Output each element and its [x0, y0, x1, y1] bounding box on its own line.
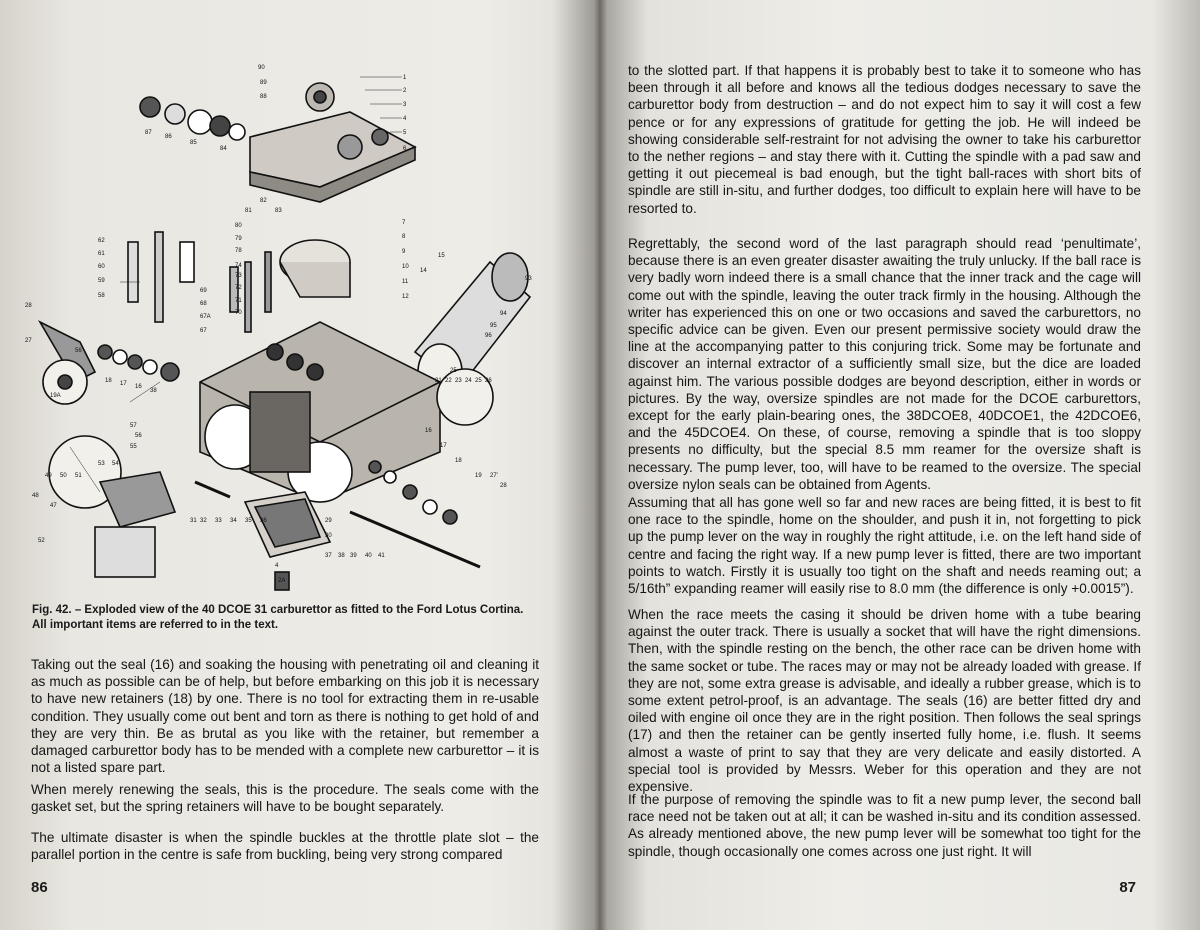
svg-text:56: 56	[75, 348, 82, 354]
svg-text:5: 5	[403, 130, 407, 136]
svg-text:69: 69	[200, 288, 207, 294]
svg-text:96: 96	[485, 333, 492, 339]
svg-text:58: 58	[98, 293, 105, 299]
svg-text:85: 85	[190, 140, 197, 146]
svg-text:19: 19	[475, 473, 482, 479]
svg-text:2: 2	[403, 88, 407, 94]
svg-text:50: 50	[60, 473, 67, 479]
right-paragraph-3	[628, 494, 1141, 597]
svg-text:8: 8	[402, 234, 406, 240]
svg-text:4: 4	[275, 563, 279, 569]
svg-text:35: 35	[245, 518, 252, 524]
svg-text:30: 30	[325, 533, 332, 539]
svg-text:27': 27'	[490, 473, 498, 479]
right-paragraph-4	[628, 606, 1141, 795]
left-page	[0, 0, 598, 930]
svg-text:17: 17	[120, 381, 127, 387]
svg-text:59: 59	[98, 278, 105, 284]
svg-text:82: 82	[260, 198, 267, 204]
svg-text:71: 71	[235, 298, 242, 304]
svg-text:39: 39	[350, 553, 357, 559]
svg-text:73: 73	[235, 273, 242, 279]
left-paragraph-1	[31, 656, 539, 776]
carburettor-diagram	[20, 52, 545, 600]
left-paragraph-2	[31, 781, 539, 815]
left-paragraph-3	[31, 829, 539, 863]
svg-text:54: 54	[112, 461, 119, 467]
paragraph-text: The ultimate disaster is when the spindle buckles at the throttle plate slot – the parallel portion in the centre is safe from buckling, being very strong compared	[31, 830, 539, 863]
svg-text:79: 79	[235, 236, 242, 242]
svg-text:27: 27	[25, 338, 32, 344]
paragraph-text: to the slotted part. If that happens it is probably best to take it to someone who has been through it all before and knows all the tedious dodges necessary to save the carburettor body from destruction – and do not expect him to say it will cost a few pence or for any expressions of gratitude for getting the job. He will indeed be showing considerable self-restraint for not advising the owner to take his carburettor to the nether regions – and stay there with it. Cutting the spindle with a pad saw and getting it out piecemeal is bad enough, but the tight ball-races with short bits of spindle are still in-situ, and further dodges, too difficult to explain here will have to be resorted to.	[628, 63, 1141, 216]
svg-text:60: 60	[98, 264, 105, 270]
svg-text:87: 87	[145, 130, 152, 136]
svg-text:49: 49	[45, 473, 52, 479]
svg-text:57: 57	[130, 423, 137, 429]
svg-text:12: 12	[402, 294, 409, 300]
svg-text:84: 84	[220, 146, 227, 152]
svg-text:16: 16	[135, 384, 142, 390]
svg-text:61: 61	[98, 251, 105, 257]
svg-text:67A: 67A	[200, 314, 211, 320]
svg-text:28: 28	[500, 483, 507, 489]
svg-text:41: 41	[378, 553, 385, 559]
svg-text:29: 29	[325, 518, 332, 524]
svg-text:14: 14	[420, 268, 427, 274]
svg-text:34: 34	[230, 518, 237, 524]
right-page	[602, 0, 1200, 930]
svg-text:94: 94	[500, 311, 507, 317]
svg-text:40: 40	[365, 553, 372, 559]
svg-text:78: 78	[235, 248, 242, 254]
svg-text:9: 9	[402, 249, 406, 255]
svg-text:2A: 2A	[278, 578, 286, 584]
svg-text:3: 3	[403, 102, 407, 108]
svg-text:31: 31	[190, 518, 197, 524]
svg-text:24: 24	[465, 378, 472, 384]
paragraph-text: If the purpose of removing the spindle was to fit a new pump lever, the second ball race need not be taken out at all; it can be washed in-situ and its condition assessed. As already mentioned above, the new pump lever will be somewhat too tight for the spindle, though occasionally one comes across one just right. It will	[628, 792, 1141, 859]
svg-text:51: 51	[75, 473, 82, 479]
svg-text:17: 17	[440, 443, 447, 449]
page-number-right: 87	[1119, 879, 1136, 896]
right-paragraph-2	[628, 235, 1141, 493]
svg-text:15: 15	[438, 253, 445, 259]
svg-text:4: 4	[403, 116, 407, 122]
svg-text:53: 53	[98, 461, 105, 467]
page-number-left: 86	[31, 879, 48, 896]
svg-text:93: 93	[525, 276, 532, 282]
svg-text:83: 83	[275, 208, 282, 214]
svg-text:16: 16	[425, 428, 432, 434]
svg-text:89: 89	[260, 80, 267, 86]
svg-text:90: 90	[258, 65, 265, 71]
svg-text:25: 25	[475, 378, 482, 384]
figure-caption: Fig. 42. – Exploded view of the 40 DCOE 31 carburettor as fitted to the Ford Lotus Cortina. All important items are referred to in the text.	[32, 604, 524, 631]
svg-text:37: 37	[325, 553, 332, 559]
svg-text:21: 21	[435, 378, 442, 384]
svg-text:19A: 19A	[50, 393, 61, 399]
svg-text:72: 72	[235, 285, 242, 291]
svg-text:48: 48	[32, 493, 39, 499]
svg-text:86: 86	[165, 134, 172, 140]
right-paragraph-5	[628, 791, 1141, 860]
svg-text:1: 1	[403, 75, 407, 81]
svg-text:32: 32	[200, 518, 207, 524]
svg-text:67: 67	[200, 328, 207, 334]
svg-text:68: 68	[200, 301, 207, 307]
svg-text:38: 38	[338, 553, 345, 559]
svg-text:25: 25	[450, 368, 457, 374]
svg-text:88: 88	[260, 94, 267, 100]
svg-text:81: 81	[245, 208, 252, 214]
paragraph-text: Regrettably, the second word of the last paragraph should read ‘penultimate’, because there is an even greater disaster awaiting the truly unlucky. If the ball race is very badly worn indeed there is a small chance that the inner track and the cage will come out with the spindle, leaving the outer track firmly in the housing. Although the writer has experienced this on one or two occasions and saved the carburettors, no specific advice can be given. Even our present permissive society would draw the line at the accompanying patter to this conjuring trick. Some may be fortunate and discover an internal extractor of a sufficiently small size, but the dice are loaded against him. The various possible dodges are beyond description, either in words or pictures. By the way, oversize spindles are not made for the DCOE carburettors, except for the early plain-bearing ones, the 38DCOE8, 40DCOE1, the 42DCOE6, and the 45DCOE4. On these, of course, removing a spindle that is too sloppy presents no difficulty, but the special 8.5 mm reamer for the oversize shaft is necessary. The pump lever, too, will have to be reamed to the oversize. The special oversize nylon seals can be obtained from Agents.	[628, 236, 1141, 492]
paragraph-text: When merely renewing the seals, this is the procedure. The seals come with the gasket set, but the spring retainers will have to be bought separately.	[31, 782, 539, 815]
svg-text:38: 38	[150, 388, 157, 394]
paragraph-text: Taking out the seal (16) and soaking the housing with penetrating oil and cleaning it as much as possible can be of help, but before embarking on this job it is necessary to have new retainers (18) by one. There is no tool for extracting them in re-usable condition. They usually come out bent and torn as there is nothing to get hold of and they are very thin. Be as brutal as you like with the retainer, but remember a damaged carburettor body has to be mended with a complete new carburettor – it is not a listed spare part.	[31, 657, 539, 776]
svg-text:80: 80	[235, 223, 242, 229]
svg-text:55: 55	[130, 444, 137, 450]
svg-text:33: 33	[215, 518, 222, 524]
svg-text:11: 11	[402, 279, 409, 285]
svg-text:10: 10	[402, 264, 409, 270]
svg-text:95: 95	[490, 323, 497, 329]
svg-text:74: 74	[235, 263, 242, 269]
svg-text:47: 47	[50, 503, 57, 509]
svg-text:23: 23	[455, 378, 462, 384]
exploded-view-figure	[20, 52, 545, 600]
svg-text:7: 7	[402, 220, 406, 226]
paragraph-text: When the race meets the casing it should be driven home with a tube bearing against the outer track. There is usually a socket that will have the right dimensions. Then, with the spindle resting on the bench, the other race can be driven home with the same socket or tube. The races may or may not be already loaded with grease. If they are not, some extra grease is advisable, and ideally a rubber grease, which is to some extent petrol-proof, is an advantage. The seals (16) are better fitted dry and oiled with engine oil once they are in the right position. Then follows the seal springs (17) and then the retainer can be gently inserted fully home, i.e. flush. It seems almost a waste of print to say that they are very delicate and easily distorted. A special tool is provided by Messrs. Weber for this operation and they are not expensive.	[628, 607, 1141, 795]
svg-text:26: 26	[485, 378, 492, 384]
svg-text:62: 62	[98, 238, 105, 244]
svg-text:70: 70	[235, 310, 242, 316]
svg-text:18: 18	[105, 378, 112, 384]
svg-text:22: 22	[445, 378, 452, 384]
right-paragraph-1	[628, 62, 1141, 217]
svg-text:56: 56	[135, 433, 142, 439]
svg-text:36: 36	[260, 518, 267, 524]
paragraph-text: Assuming that all has gone well so far and new races are being fitted, it is best to fit one race to the spindle, home on the shoulder, and push it in, not forgetting to pick up the pump lever on the way in roughly the right attitude, i.e. on the left hand side of centre and facing the right way. If a new pump lever is fitted, there are two important points to watch. Firstly it is usually too tight on the shaft and needs reaming out; a 5/16th” expanding reamer will easily rise to 8.0 mm (the difference is only +0.0015”).	[628, 495, 1141, 597]
svg-text:28: 28	[25, 303, 32, 309]
svg-text:18: 18	[455, 458, 462, 464]
svg-text:52: 52	[38, 538, 45, 544]
svg-text:6: 6	[403, 146, 407, 152]
